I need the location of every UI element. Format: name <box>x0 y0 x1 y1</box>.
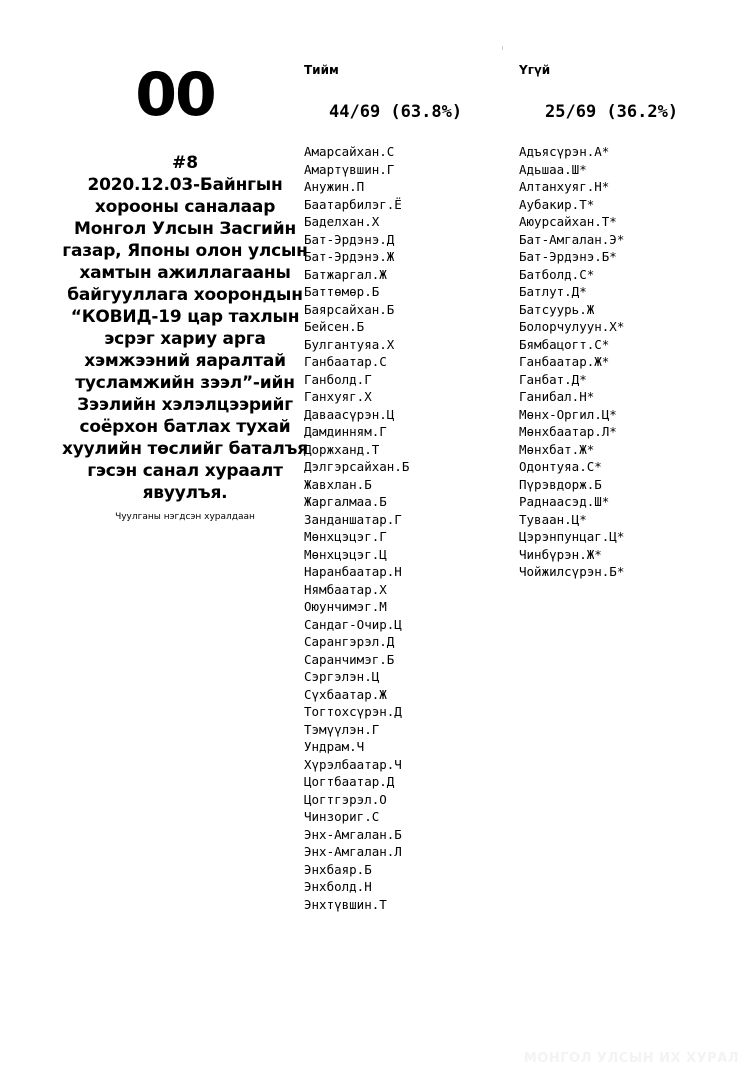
yes-name-item: Ундрам.Ч <box>304 739 365 754</box>
yes-name-item: Ганболд.Г <box>304 371 372 387</box>
yes-name-item: Сарангэрэл.Д <box>304 634 395 649</box>
yes-name-item: Ганбаатар.С <box>304 354 387 369</box>
yes-name-item: Цогтгэрэл.О <box>304 791 387 807</box>
no-name-item: Мөнхбаатар.Л* <box>519 424 617 439</box>
yes-name-item: Дамдинням.Г <box>304 424 387 439</box>
yes-name-item: Сэргэлэн.Ц <box>304 669 380 684</box>
yes-name-item: Занданшатар.Г <box>304 511 402 527</box>
yes-name-item: Саранчимэг.Б <box>304 651 395 667</box>
no-name-item: Аюурсайхан.Т* <box>519 214 617 229</box>
no-name-item: Ганбат.Д* <box>519 371 587 387</box>
yes-name-item: Доржханд.Т <box>304 441 380 457</box>
motion-number: #8 <box>171 153 199 173</box>
yes-names-list <box>304 143 462 913</box>
no-count: 25/69 (36.2%) <box>545 102 679 122</box>
yes-name-item: Анужин.П <box>304 179 365 194</box>
yes-name-item: Нямбаатар.Х <box>304 581 387 597</box>
yes-column <box>304 62 462 913</box>
watermark: МОНГОЛ УЛСЫН ИХ ХУРАЛ <box>523 1051 739 1066</box>
yes-name-item: Батжаргал.Ж <box>304 266 387 282</box>
no-name-item: Ганибал.Н* <box>519 389 595 404</box>
no-column <box>519 62 678 581</box>
yes-name-item: Сүхбаатар.Ж <box>304 686 387 702</box>
no-name-item: Раднаасэд.Ш* <box>519 494 610 509</box>
no-name-item: Адьшаа.Ш* <box>519 161 587 177</box>
yes-name-item: Жавхлан.Б <box>304 476 372 492</box>
yes-name-item: Ганхуяг.Х <box>304 389 372 404</box>
scan-mark <box>502 46 503 50</box>
yes-name-item: Энхбаяр.Б <box>304 861 372 877</box>
yes-name-item: Дэлгэрсайхан.Б <box>304 459 410 474</box>
motion-text: 2020.12.03-Байнгын хорооны саналаар Монгол Улсын Засгийн газар, Японы олон улсын хамтын ажиллагааны байгууллага хоорондын “КОВИД-19 цар тахлын эсрэг хариу арга хэмжээний яаралтай тусламжийн зээл”-ийн Зээлийн хэлэлцээрийг соёрхон батлах тухай хуулийн төслийг баталъя гэсэн санал хураалт явуулъя. <box>62 175 308 503</box>
no-name-item: Батболд.С* <box>519 266 595 282</box>
yes-name-item: Даваасүрэн.Ц <box>304 406 395 422</box>
yes-name-item: Баатарбилэг.Ё <box>304 196 402 212</box>
no-name-item: Батсуурь.Ж <box>519 301 595 317</box>
yes-name-item: Бейсен.Б <box>304 319 365 334</box>
no-name-item: Цэрэнпунцаг.Ц* <box>519 529 625 544</box>
yes-name-item: Энхболд.Н <box>304 879 372 894</box>
yes-name-item: Тогтохсүрэн.Д <box>304 704 402 719</box>
yes-name-item: Бат-Эрдэнэ.Д <box>304 231 395 247</box>
no-name-item: Пүрэвдорж.Б <box>519 476 602 492</box>
yes-name-item: Хүрэлбаатар.Ч <box>304 756 402 772</box>
no-name-item: Бямбацогт.С* <box>519 336 610 352</box>
yes-name-item: Оюунчимэг.М <box>304 599 387 614</box>
no-name-item: Бат-Амгалан.Э* <box>519 231 625 247</box>
yes-name-item: Амартүвшин.Г <box>304 161 395 177</box>
yes-header: Тийм <box>304 63 339 77</box>
yes-name-item: Баделхан.Х <box>304 214 380 229</box>
vote-code: 00 <box>135 60 215 130</box>
yes-name-item: Мөнхцэцэг.Г <box>304 529 387 544</box>
no-name-item: Мөнхбат.Ж* <box>519 441 595 457</box>
yes-name-item: Чинзориг.С <box>304 809 380 824</box>
yes-name-item: Энх-Амгалан.Л <box>304 844 402 859</box>
yes-name-item: Баттөмөр.Б <box>304 284 380 299</box>
no-name-item: Туваан.Ц* <box>519 511 587 527</box>
yes-name-item: Булгантуяа.Х <box>304 336 395 352</box>
no-names-list <box>519 143 678 581</box>
yes-name-item: Сандаг-Очир.Ц <box>304 616 402 632</box>
no-header: Үгүй <box>519 63 551 77</box>
yes-name-item: Наранбаатар.Н <box>304 564 402 579</box>
yes-name-item: Жаргалмаа.Б <box>304 494 387 509</box>
motion-block <box>60 152 310 524</box>
no-name-item: Ганбаатар.Ж* <box>519 354 610 369</box>
no-name-item: Чойжилсүрэн.Б* <box>519 564 625 579</box>
yes-name-item: Бат-Эрдэнэ.Ж <box>304 249 395 264</box>
yes-count: 44/69 (63.8%) <box>329 102 463 122</box>
no-name-item: Бат-Эрдэнэ.Б* <box>519 249 617 264</box>
yes-name-item: Мөнхцэцэг.Ц <box>304 546 387 562</box>
yes-name-item: Цогтбаатар.Д <box>304 774 395 789</box>
no-name-item: Аубакир.Т* <box>519 196 595 212</box>
no-name-item: Болорчулуун.Х* <box>519 319 625 334</box>
session-label: Чуулганы нэгдсэн хуралдаан <box>115 512 255 522</box>
no-name-item: Алтанхуяг.Н* <box>519 179 610 194</box>
yes-name-item: Энхтүвшин.Т <box>304 896 387 912</box>
yes-name-item: Тэмүүлэн.Г <box>304 721 380 737</box>
no-name-item: Батлут.Д* <box>519 284 587 299</box>
yes-name-item: Амарсайхан.С <box>304 144 395 159</box>
no-name-item: Адъясүрэн.А* <box>519 144 610 159</box>
yes-name-item: Энх-Амгалан.Б <box>304 826 402 842</box>
yes-name-item: Баярсайхан.Б <box>304 301 395 317</box>
no-name-item: Чинбүрэн.Ж* <box>519 546 602 562</box>
no-name-item: Мөнх-Оргил.Ц* <box>519 406 617 422</box>
no-name-item: Одонтуяа.С* <box>519 459 602 474</box>
